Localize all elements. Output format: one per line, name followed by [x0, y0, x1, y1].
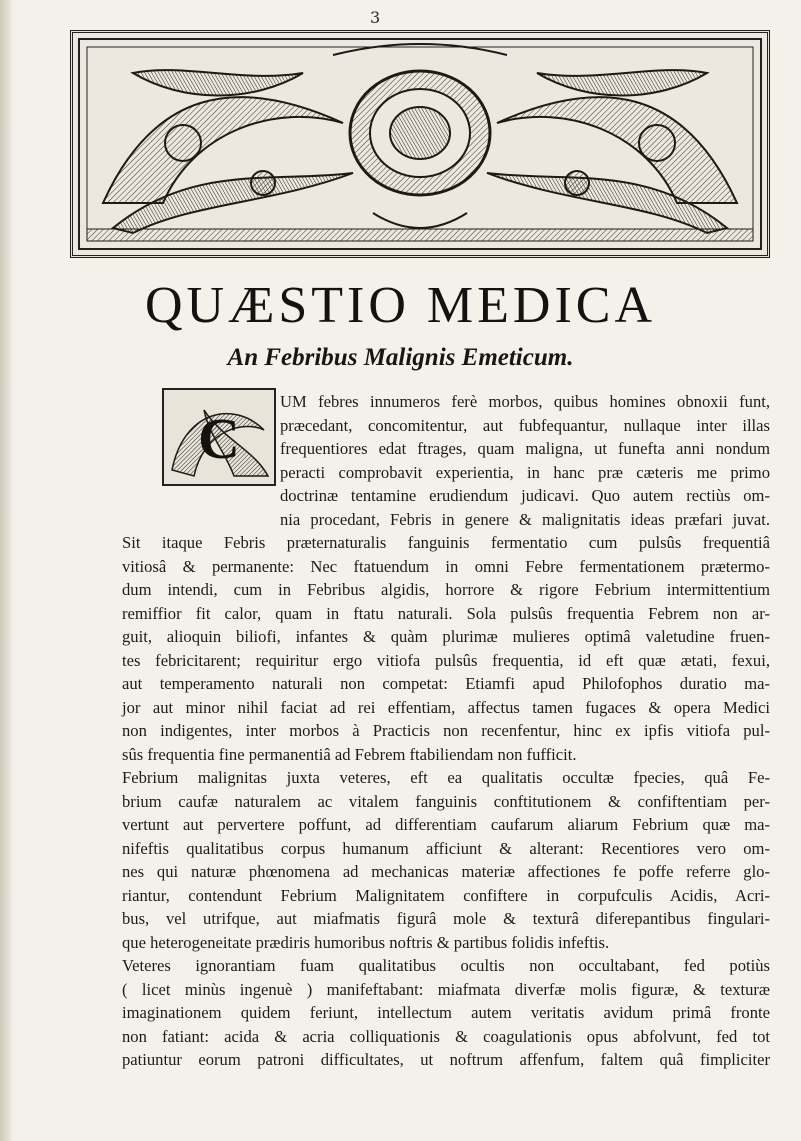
body-text — [122, 390, 770, 1072]
text-line: nes qui naturæ phœnomena ad mechanicas materiæ affectiones fe poffe referre glo- — [122, 862, 770, 881]
page-subtitle: An Febribus Malignis Emeticum. — [227, 344, 574, 371]
text-line: vitiosâ & permanente: Nec ftatuendum in omni Febre fermentationem prætermo- — [122, 556, 770, 576]
text-line: aut temperamento naturali non competat: Etiamfi apud Philofophos duratio ma- — [122, 674, 770, 693]
text-line: que heterogeneitate prædiris humoribus noftris & partibus folidis infeftis. — [122, 932, 610, 952]
text-line: frequentiores edat ftrages, quam maligna, ut funefta anni nondum — [280, 439, 770, 458]
text-line: Sit itaque Febris præternaturalis fanguinis fermentatio cum pulsûs frequentiâ — [122, 533, 770, 552]
text-line: Febrium malignitas juxta veteres, eft ea qualitatis occultæ fpecies, quâ Fe- — [122, 768, 770, 787]
text-line: imaginationem quidem feriunt, intellectum autem veritatis avidum primâ fronte — [122, 1003, 770, 1022]
text-line: sûs frequentia fine permanentiâ ad Febrem ftabiliendam non fufficit. — [122, 744, 577, 764]
text-line: dum intendi, cum in Febribus algidis, horrore & rigore Febrium intermittentium — [122, 580, 770, 599]
page-title: QUÆSTIO MEDICA — [145, 277, 656, 334]
text-line: Veteres ignorantiam fuam qualitatibus ocultis non occultabant, fed potiùs — [122, 956, 770, 975]
text-line: nifeftis qualitatibus corpus humanum afficiunt & alterant: Recentiores vero om- — [122, 838, 770, 858]
text-line: patiuntur eorum patroni difficultates, ut noftrum affenfum, faltem quâ fimpliciter — [122, 1050, 770, 1069]
text-line: jor aut minor nihil faciat ad rei effentiam, affectus tamen fugaces & opera Medici — [122, 697, 770, 717]
text-line: riantur, contendunt Febrium Malignitatem confiftere in corpufculis Acidis, Acri- — [122, 885, 770, 905]
ornament-engraving-icon — [73, 33, 767, 255]
initial-letter: C — [198, 406, 240, 471]
text-line: non indigentes, inter morbos à Practicis non recenfentur, hinc ex ipfis vitiofa pul- — [122, 721, 770, 740]
text-line: præcedant, concomitentur, aut fubfequantur, nullaque inter illas — [280, 415, 770, 435]
decorative-headpiece — [70, 30, 770, 258]
text-line: guit, alioquin biliofi, infantes & quàm plurimæ mulieres optimâ valetudine fruen- — [122, 627, 770, 646]
text-line: non fatiant: acida & acria colliquationis & coagulationis opus abfolvunt, fed tot — [122, 1026, 770, 1046]
page-edge-shadow — [0, 0, 12, 1141]
text-line: peracti comprobavit experientia, in hanc præ cæteris me primo — [280, 462, 770, 482]
text-line: ( licet minùs ingenuè ) manifeftabant: miafmata diverfæ molis figuræ, & texturæ — [122, 979, 770, 999]
text-line: bus, vel utrifque, aut miafmatis figurâ mole & texturâ diferepantibus fingulari- — [122, 909, 770, 928]
text-line: nia procedant, Febris in genere & malignitatis ideas præfari juvat. — [280, 509, 770, 529]
text-line: tes febricitarent; requiritur ergo vitiofa pulsûs frequentia, id eft quæ ætati, fexui, — [122, 650, 770, 670]
page-number: 3 — [370, 8, 381, 27]
text-line: remiffior fit calor, quam in ftatu naturali. Sola pulsûs frequentia Febrem non ar- — [122, 603, 770, 623]
text-line: vertunt aut pervertere poffunt, ad differentiam caufarum aliarum Febrium quæ ma- — [122, 815, 770, 834]
text-line: doctrinæ tentamine erudiendum judicavi. Quo autem rectiùs om- — [280, 486, 770, 505]
text-line: UM febres innumeros ferè morbos, quibus homines obnoxii funt, — [280, 392, 770, 411]
text-line: brium caufæ naturalem ac vitalem fanguinis conftitutionem & confiftentiam per- — [122, 791, 770, 811]
